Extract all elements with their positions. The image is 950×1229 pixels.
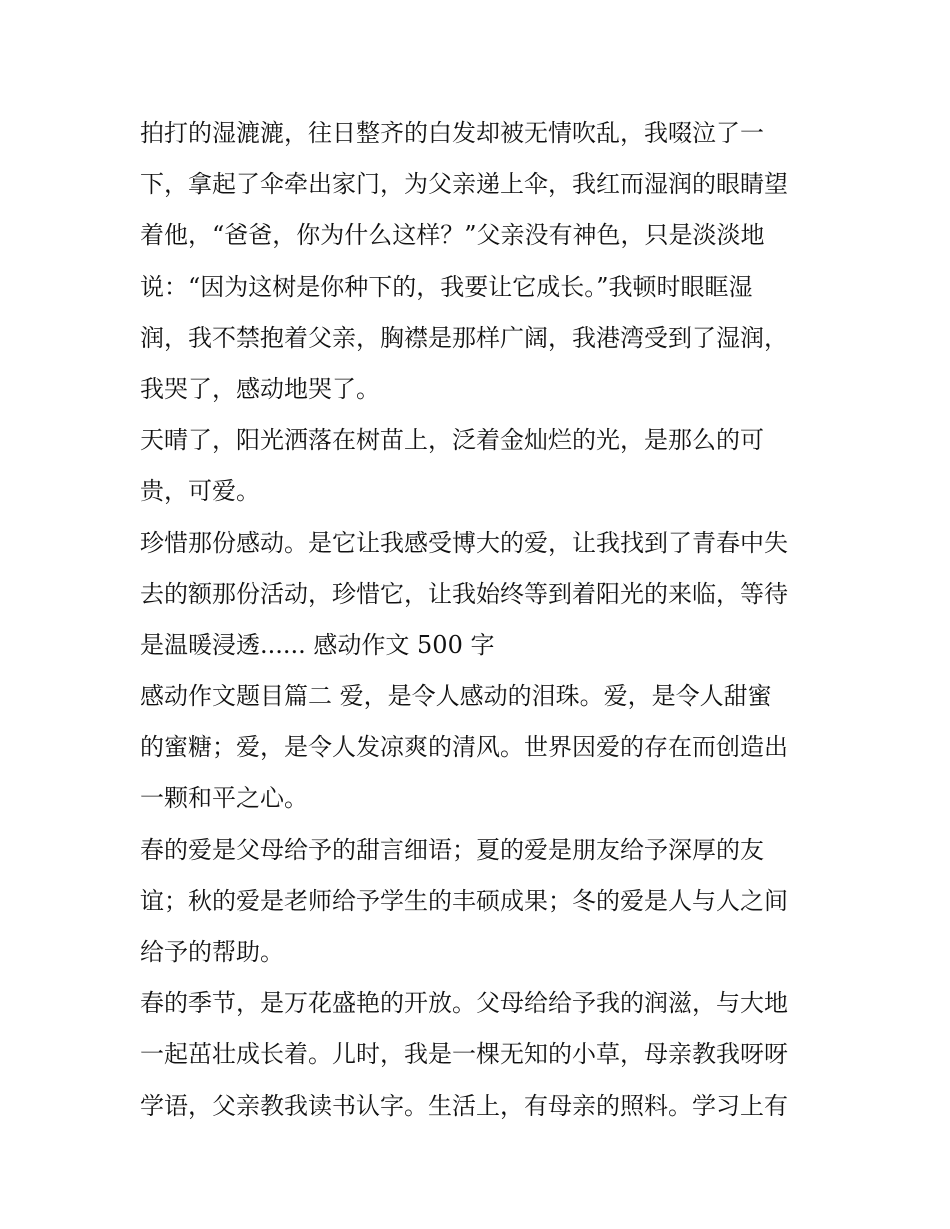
text-line-7: 天晴了，阳光洒落在树苗上，泛着金灿烂的光，是那么的可 — [140, 426, 764, 455]
document-body — [140, 108, 820, 1132]
text-line-19: 一起茁壮成长着。儿时，我是一棵无知的小草，母亲教我呀呀 — [140, 1040, 788, 1069]
text-line-1: 拍打的湿漉漉，往日整齐的白发却被无情吹乱，我啜泣了一 — [140, 119, 764, 147]
text-line-14: 一颗和平之心。 — [140, 784, 308, 813]
text-line-13: 的蜜糖；爱，是令人发凉爽的清风。世界因爱的存在而创造出 — [140, 733, 788, 762]
text-line-12: 感动作文题目篇二 爱，是令人感动的泪珠。爱，是令人甜蜜 — [140, 682, 772, 711]
text-line-17: 给予的帮助。 — [140, 938, 284, 966]
text-line-6: 我哭了，感动地哭了。 — [140, 374, 380, 403]
text-line-16: 谊；秋的爱是老师给予学生的丰硕成果；冬的爱是人与人之间 — [140, 886, 788, 915]
text-line-8: 贵，可爱。 — [140, 477, 260, 506]
text-line-5: 润，我不禁抱着父亲，胸襟是那样广阔，我港湾受到了湿润， — [140, 323, 788, 352]
text-line-20: 学语，父亲教我读书认字。生活上，有母亲的照料。学习上有 — [140, 1091, 788, 1120]
text-line-2: 下，拿起了伞牵出家门，为父亲递上伞，我红而湿润的眼睛望 — [140, 170, 788, 199]
text-line-3: 着他，“爸爸，你为什么这样？”父亲没有神色，只是淡淡地 — [140, 221, 765, 250]
text-line-4: 说：“因为这树是你种下的，我要让它成长。”我顿时眼眶湿 — [140, 272, 753, 301]
text-line-9: 珍惜那份感动。是它让我感受博大的爱，让我找到了青春中失 — [140, 528, 788, 557]
text-line-15: 春的爱是父母给予的甜言细语；夏的爱是朋友给予深厚的友 — [140, 835, 764, 864]
text-line-18: 春的季节，是万花盛艳的开放。父母给给予我的润滋，与大地 — [140, 989, 788, 1018]
text-line-11: 是温暖浸透...... 感动作文 500 字 — [140, 630, 495, 659]
text-line-10: 去的额那份活动，珍惜它，让我始终等到着阳光的来临，等待 — [140, 579, 788, 608]
